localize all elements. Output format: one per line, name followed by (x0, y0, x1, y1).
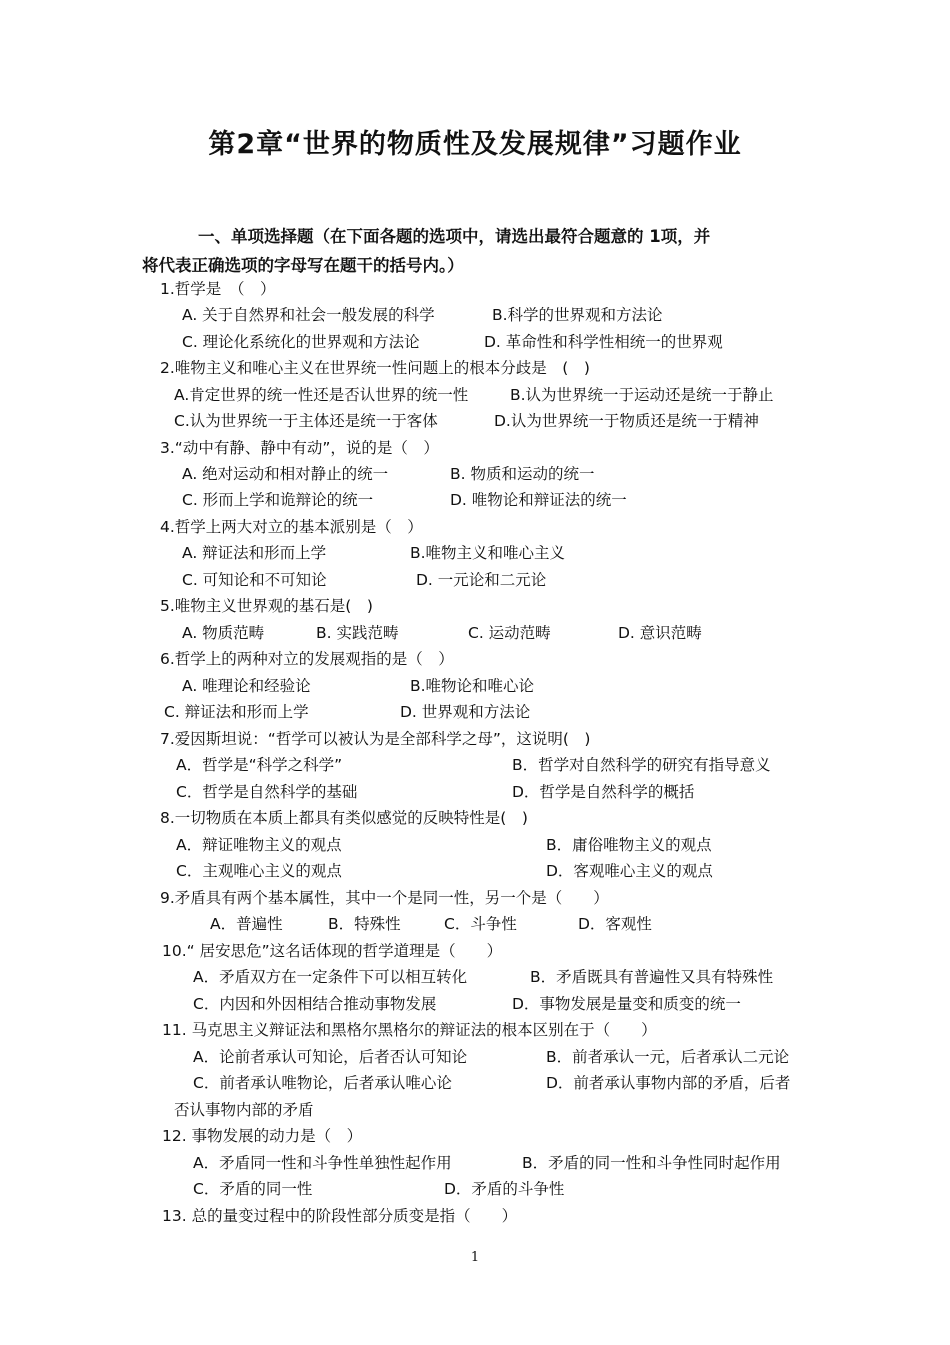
question-2-option-b: B.认为世界统一于运动还是统一于静止 (510, 386, 774, 404)
question-11-option-a: A．论前者承认可知论，后者否认可知论 (193, 1048, 468, 1066)
question-2-option-c: C.认为世界统一于主体还是统一于客体 (174, 412, 438, 430)
question-7-option-d: D．哲学是自然科学的概括 (512, 783, 695, 801)
question-2-option-a: A.肯定世界的统一性还是否认世界的统一性 (174, 386, 469, 404)
section-heading-line-1: 一、单项选择题（在下面各题的选项中，请选出最符合题意的 1项，并 (198, 227, 711, 246)
question-12-option-a: A．矛盾同一性和斗争性单独性起作用 (193, 1154, 452, 1172)
question-3-stem: 3.“动中有静、静中有动”，说的是（ ） (160, 439, 439, 457)
question-8-stem: 8.一切物质在本质上都具有类似感觉的反映特性是( ) (160, 809, 528, 827)
question-1-option-c: C. 理论化系统化的世界观和方法论 (182, 333, 420, 351)
question-3-option-c: C. 形而上学和诡辩论的统一 (182, 491, 374, 509)
question-4-option-d: D. 一元论和二元论 (416, 571, 547, 589)
question-5-option-c: C. 运动范畴 (468, 624, 551, 642)
question-7-option-b: B．哲学对自然科学的研究有指导意义 (512, 756, 771, 774)
question-5-stem: 5.唯物主义世界观的基石是( ) (160, 597, 373, 615)
question-5-option-d: D. 意识范畴 (618, 624, 702, 642)
question-4-option-b: B.唯物主义和唯心主义 (410, 544, 566, 562)
question-12-option-b: B．矛盾的同一性和斗争性同时起作用 (522, 1154, 781, 1172)
question-3-option-d: D. 唯物论和辩证法的统一 (450, 491, 627, 509)
question-7-stem: 7.爱因斯坦说：“哲学可以被认为是全部科学之母”，这说明( ) (160, 730, 591, 748)
question-7-option-c: C．哲学是自然科学的基础 (176, 783, 358, 801)
question-3-option-a: A. 绝对运动和相对静止的统一 (182, 465, 389, 483)
question-8-option-b: B．庸俗唯物主义的观点 (546, 836, 712, 854)
question-7-option-a: A．哲学是“科学之科学” (176, 756, 343, 774)
question-10-option-d: D．事物发展是量变和质变的统一 (512, 995, 741, 1013)
question-10-option-b: B．矛盾既具有普遍性又具有特殊性 (530, 968, 774, 986)
question-12-option-c: C．矛盾的同一性 (193, 1180, 313, 1198)
question-6-option-b: B.唯物论和唯心论 (410, 677, 535, 695)
question-1-option-d: D. 革命性和科学性相统一的世界观 (484, 333, 723, 351)
question-11-stem: 11. 马克思主义辩证法和黑格尔黑格尔的辩证法的根本区别在于（ ） (162, 1021, 657, 1039)
question-2-option-d: D.认为世界统一于物质还是统一于精神 (494, 412, 759, 430)
question-10-stem: 10.“ 居安思危”这名话体现的哲学道理是（ ） (162, 942, 503, 960)
question-8-option-c: C．主观唯心主义的观点 (176, 862, 342, 880)
question-2-stem: 2.唯物主义和唯心主义在世界统一性问题上的根本分歧是 ( ) (160, 359, 590, 377)
question-1-option-b: B.科学的世界观和方法论 (492, 306, 663, 324)
question-5-option-b: B. 实践范畴 (316, 624, 399, 642)
question-9-option-c: C．斗争性 (444, 915, 517, 933)
question-4-option-c: C. 可知论和不可知论 (182, 571, 327, 589)
question-6-option-d: D. 世界观和方法论 (400, 703, 531, 721)
question-6-option-c: C. 辩证法和形而上学 (164, 703, 309, 721)
question-12-option-d: D．矛盾的斗争性 (444, 1180, 565, 1198)
question-10-option-a: A．矛盾双方在一定条件下可以相互转化 (193, 968, 468, 986)
question-6-option-a: A. 唯理论和经验论 (182, 677, 311, 695)
question-13-stem: 13. 总的量变过程中的阶段性部分质变是指（ ） (162, 1207, 518, 1225)
question-1-stem: 1.哲学是 （ ） (160, 280, 276, 298)
question-4-stem: 4.哲学上两大对立的基本派别是（ ） (160, 518, 423, 536)
question-8-option-a: A．辩证唯物主义的观点 (176, 836, 342, 854)
question-11-option-c: C．前者承认唯物论，后者承认唯心论 (193, 1074, 452, 1092)
question-9-option-b: B．特殊性 (328, 915, 401, 933)
question-1-option-a: A. 关于自然界和社会一般发展的科学 (182, 306, 435, 324)
page-title: 第2章“世界的物质性及发展规律”习题作业 (208, 129, 742, 160)
question-10-option-c: C．内因和外因相结合推动事物发展 (193, 995, 437, 1013)
page-number: 1 (470, 1250, 480, 1265)
question-9-option-d: D．客观性 (578, 915, 652, 933)
question-11-option-d-continuation: 否认事物内部的矛盾 (174, 1101, 314, 1119)
question-4-option-a: A. 辩证法和形而上学 (182, 544, 327, 562)
question-5-option-a: A. 物质范畴 (182, 624, 265, 642)
question-9-option-a: A．普遍性 (210, 915, 283, 933)
question-6-stem: 6.哲学上的两种对立的发展观指的是（ ） (160, 650, 454, 668)
question-8-option-d: D．客观唯心主义的观点 (546, 862, 713, 880)
section-heading (142, 222, 814, 280)
question-3-option-b: B. 物质和运动的统一 (450, 465, 595, 483)
question-9-stem: 9.矛盾具有两个基本属性，其中一个是同一性，另一个是（ ） (160, 889, 609, 907)
question-11-option-b: B．前者承认一元，后者承认二元论 (546, 1048, 790, 1066)
section-heading-line-2: 将代表正确选项的字母写在题干的括号内。） (142, 256, 464, 275)
question-12-stem: 12. 事物发展的动力是（ ） (162, 1127, 363, 1145)
question-11-option-d: D．前者承认事物内部的矛盾，后者 (546, 1074, 791, 1092)
